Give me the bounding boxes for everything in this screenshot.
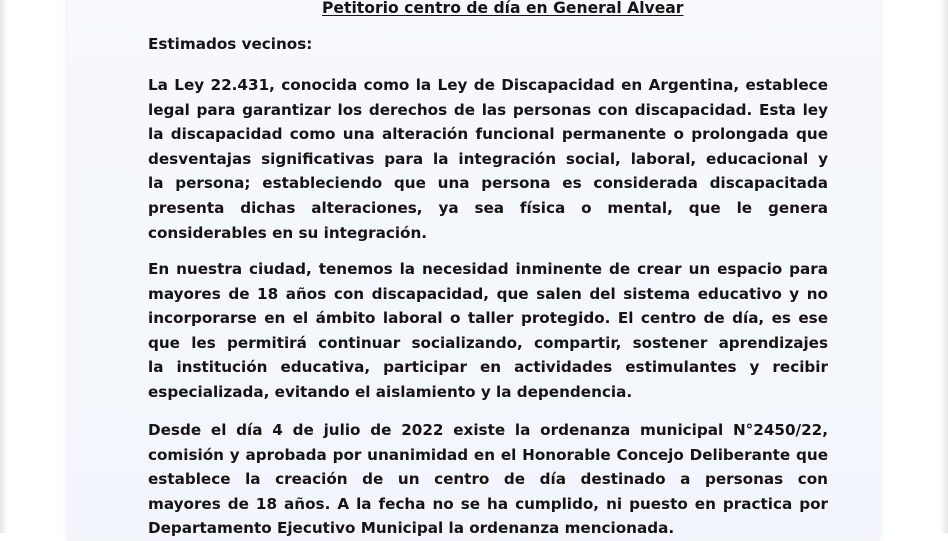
paragraph-ordenanza bbox=[148, 418, 828, 541]
paragraph-line: En nuestra ciudad, tenemos la necesidad inminente de crear un espacio para bbox=[148, 260, 828, 278]
paragraph-line: la discapacidad como una alteración funcional permanente o prolongada que bbox=[148, 125, 828, 144]
paragraph-line: comisión y aprobada por unanimidad en el Honorable Concejo Deliberante que bbox=[148, 445, 828, 464]
paragraph-line: que les permitirá continuar socializando, compartir, sostener aprendizajes bbox=[148, 333, 828, 352]
paragraph-line: La Ley 22.431, conocida como la Ley de Discapacidad en Argentina, establece bbox=[148, 76, 828, 94]
paragraph-line: mayores de 18 años con discapacidad, que salen del sistema educativo y no bbox=[148, 284, 828, 303]
paragraph-line: especializada, evitando el aislamiento y la dependencia. bbox=[148, 382, 633, 401]
paragraph-line: considerables en su integración. bbox=[148, 223, 428, 242]
paragraph-ley-discapacidad bbox=[148, 73, 828, 245]
paragraph-line: mayores de 18 años. A la fecha no se ha cumplido, ni puesto en practica por bbox=[148, 494, 828, 513]
salutation: Estimados vecinos: bbox=[148, 35, 313, 53]
document-title: Petitorio centro de día en General Alvear bbox=[322, 0, 684, 17]
paragraph-line: presenta dichas alteraciones, ya sea física o mental, que le genera bbox=[148, 198, 828, 217]
paragraph-line: la institución educativa, participar en actividades estimulantes y recibir bbox=[148, 358, 828, 377]
right-edge-shadow bbox=[940, 0, 948, 533]
paragraph-line: Desde el día 4 de julio de 2022 existe la ordenanza municipal N°2450/22, bbox=[148, 421, 828, 439]
paragraph-line: legal para garantizar los derechos de las personas con discapacidad. Esta ley bbox=[148, 100, 828, 119]
paragraph-line: establece la creación de un centro de día destinado a personas con bbox=[148, 470, 828, 489]
left-edge-shadow bbox=[0, 0, 8, 533]
paragraph-line: incorporarse en el ámbito laboral o taller protegido. El centro de día, es ese bbox=[148, 309, 828, 328]
paragraph-necesidad bbox=[148, 257, 828, 405]
paragraph-line: la persona; estableciendo que una persona es considerada discapacitada bbox=[148, 174, 828, 193]
paragraph-line: Departamento Ejecutivo Municipal la ordenanza mencionada. bbox=[148, 519, 675, 538]
paragraph-line: desventajas significativas para la integración social, laboral, educacional y bbox=[148, 149, 828, 168]
